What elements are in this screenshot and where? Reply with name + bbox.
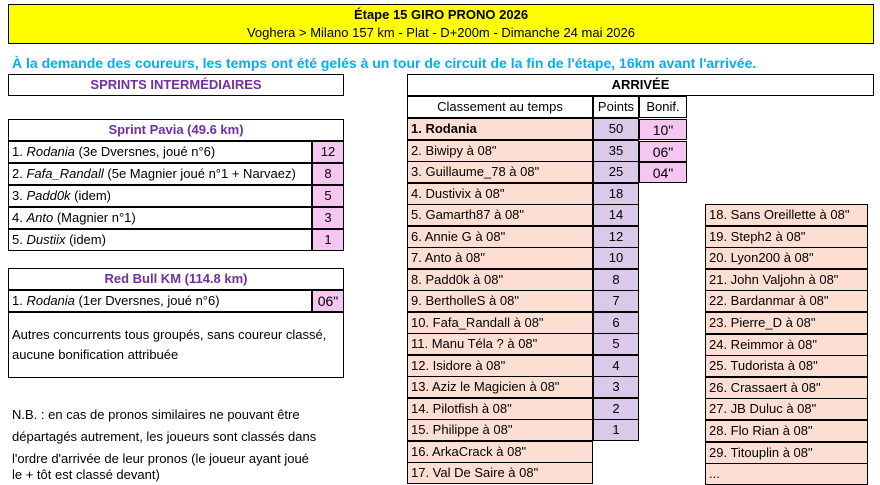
pavia-points: 3 [312,207,344,229]
arrivee-rest-row: 19. Steph2 à 08" [705,226,868,248]
arrivee-row-name: 5. Gamarth87 à 08" [407,204,593,226]
redbull-detail: (1er Dversnes, joué n°6) [74,293,220,308]
arrivee-row-points: 2 [593,398,639,420]
pavia-rank: 2. [12,166,27,181]
arrivee-row-name: 10. Fafa_Randall à 08" [407,312,593,334]
redbull-bonus: 06" [312,290,344,312]
arrivee-row-bonif: 10" [639,119,687,140]
arrivee-row-name: 4. Dustivix à 08" [407,183,593,205]
arrivee-row-name: 1. Rodania [407,118,593,140]
arrivee-row-points: 12 [593,226,639,248]
arrivee-row-name: 8. Padd0k à 08" [407,269,593,291]
redbull-name: Rodania [26,293,75,308]
pavia-rank: 5. [12,232,27,247]
pavia-detail: (3e Dversnes, joué n°6) [74,144,216,159]
pavia-row [8,141,312,163]
arrivee-rest-row: 25. Tudorista à 08" [705,355,868,377]
arrivee-row-points: 8 [593,269,639,291]
arrivee-row-points: 3 [593,376,639,398]
arrivee-rest-row: 28. Flo Rian à 08" [705,420,868,442]
arrivee-row-bonif: 04" [639,162,687,183]
arrivee-row-points: 14 [593,204,639,226]
pavia-points: 12 [312,141,344,163]
pavia-detail: (Magnier n°1) [53,210,136,225]
arrivee-row-points: 50 [593,118,639,140]
col-classement: Classement au temps [407,96,593,118]
arrivee-row-name: 13. Aziz le Magicien à 08" [407,376,593,398]
arrivee-rest-row: 21. John Valjohn à 08" [705,269,868,291]
redbull-row [8,290,312,312]
arrivee-row-name: 2. Biwipy à 08" [407,140,593,162]
pavia-row [8,229,312,251]
pavia-rank: 3. [12,188,27,203]
arrivee-row-points: 7 [593,290,639,312]
arrivee-rest-row: 24. Reimmor à 08" [705,334,868,356]
arrivee-rest-row: 22. Bardanmar à 08" [705,290,868,312]
arrivee-heading: ARRIVÉE [407,74,874,96]
pavia-name: Fafa_Randall [26,166,104,181]
arrivee-row-points: 25 [593,161,639,183]
pavia-row [8,185,312,207]
pavia-points: 5 [312,185,344,207]
pavia-points: 8 [312,163,344,185]
pavia-detail: (5e Magnier joué n°1 + Narvaez) [103,166,296,181]
redbull-title: Red Bull KM (114.8 km) [8,268,344,290]
sprint-pavia-title: Sprint Pavia (49.6 km) [8,119,344,141]
redbull-note-line2: aucune bonification attribuée [12,347,179,362]
arrivee-row-name: 12. Isidore à 08" [407,355,593,377]
stage-subtitle: Voghera > Milano 157 km - Plat - D+200m - Dimanche 24 mai 2026 [246,25,636,40]
nb-line4: le + tôt est classé devant) [12,467,160,482]
arrivee-rest-row: ... [705,463,868,485]
arrivee-row-name: 7. Anto à 08" [407,247,593,269]
pavia-detail: (idem) [70,188,112,203]
arrivee-row-points: 10 [593,247,639,269]
arrivee-rest-row: 27. JB Duluc à 08" [705,398,868,420]
arrivee-rest-row: 29. Titouplin à 08" [705,442,868,464]
arrivee-row-name: 6. Annie G à 08" [407,226,593,248]
arrivee-rest-row: 20. Lyon200 à 08" [705,247,868,269]
arrivee-row-points: 5 [593,333,639,355]
col-points: Points [593,96,639,118]
arrivee-row-points: 1 [593,419,639,441]
arrivee-row-name: 16. ArkaCrack à 08" [407,441,593,463]
sprints-heading: SPRINTS INTERMÉDIAIRES [8,74,344,96]
pavia-name: Rodania [26,144,75,159]
arrivee-row-points: 18 [593,183,639,205]
redbull-note-line1: Autres concurrents tous groupés, sans coureur classé, [12,327,327,342]
pavia-name: Dustiix [26,232,66,247]
stage-title: Étape 15 GIRO PRONO 2026 [353,7,529,22]
arrivee-row-points: 4 [593,355,639,377]
arrivee-rest-row: 18. Sans Oreillette à 08" [705,204,868,226]
nb-line2: départagés autrement, les joueurs sont classés dans [12,429,317,444]
pavia-points: 1 [312,229,344,251]
pavia-name: Padd0k [26,188,71,203]
arrivee-row-name: 15. Philippe à 08" [407,419,593,441]
col-bonif: Bonif. [639,96,687,118]
nb-line1: N.B. : en cas de pronos similaires ne pouvant être [12,407,300,422]
pavia-row [8,163,312,185]
pavia-rank: 4. [12,210,27,225]
arrivee-row-name: 11. Manu Téla ? à 08" [407,333,593,355]
pavia-detail: (idem) [65,232,106,247]
arrivee-rest-row: 23. Pierre_D à 08" [705,312,868,334]
pavia-name: Anto [26,210,54,225]
arrivee-row-name: 17. Val De Saire à 08" [407,462,593,484]
announcement: À la demande des coureurs, les temps ont été gelés à un tour de circuit de la fin de l'étape, 16km avant l'arrivée. [12,55,757,71]
arrivee-row-name: 9. BertholleS à 08" [407,290,593,312]
arrivee-row-name: 14. Pilotfish à 08" [407,398,593,420]
nb-line3: l'ordre d'arrivée de leur pronos (le joueur ayant joué [12,451,309,466]
arrivee-row-points: 6 [593,312,639,334]
arrivee-row-points: 35 [593,140,639,162]
arrivee-rest-row: 26. Crassaert à 08" [705,377,868,399]
pavia-rank: 1. [12,144,27,159]
arrivee-row-bonif: 06" [639,141,687,162]
pavia-row [8,207,312,229]
arrivee-row-name: 3. Guillaume_78 à 08" [407,161,593,183]
redbull-rank: 1. [12,293,27,308]
